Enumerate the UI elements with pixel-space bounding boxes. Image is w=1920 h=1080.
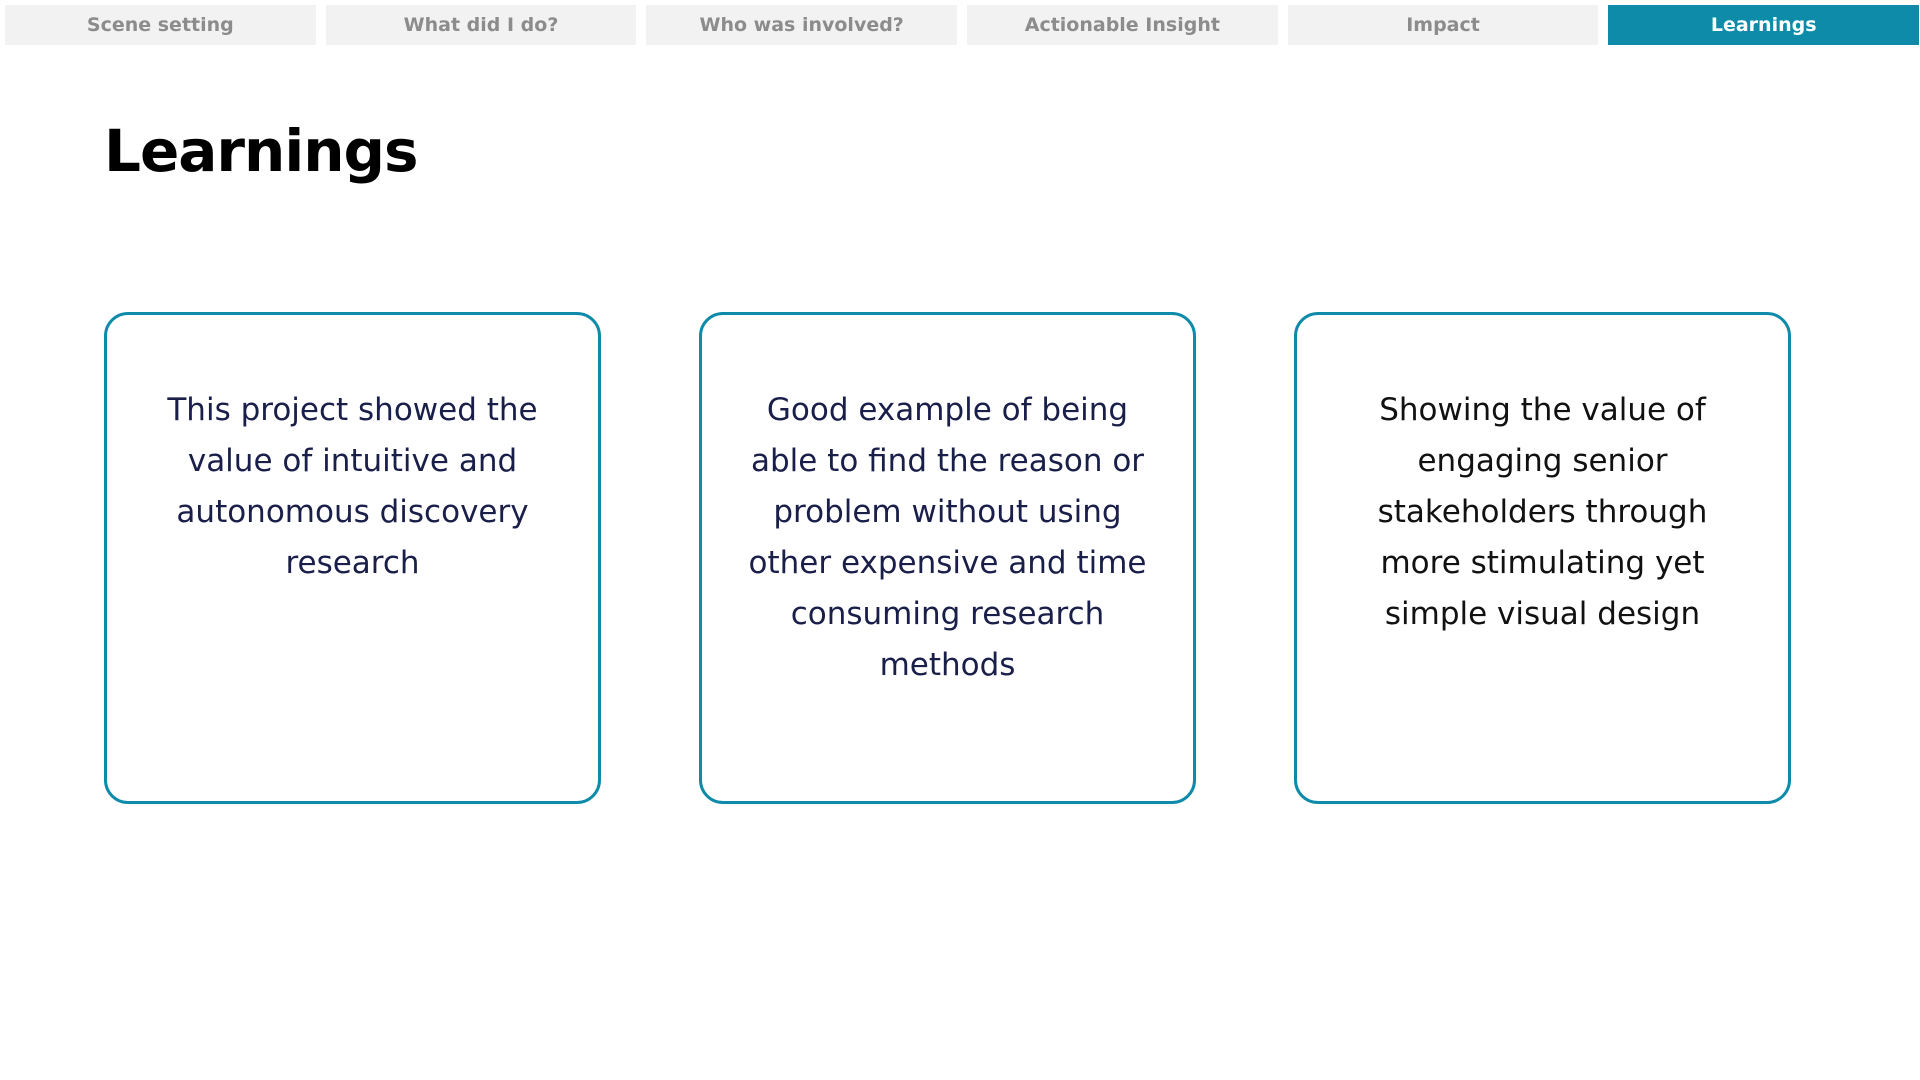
tab-impact[interactable]: Impact bbox=[1288, 5, 1599, 45]
tab-what-did-i-do[interactable]: What did I do? bbox=[326, 5, 637, 45]
learning-card bbox=[699, 312, 1196, 804]
learning-card-text: Showing the value of engaging senior stakeholders through more stimulating yet simple visual design bbox=[1377, 392, 1708, 632]
learning-card bbox=[1294, 312, 1791, 804]
page-title: Learnings bbox=[104, 117, 418, 185]
tab-scene-setting[interactable]: Scene setting bbox=[5, 5, 316, 45]
learning-card-text: Good example of being able to find the reason or problem without using other expensive and time consuming research methods bbox=[748, 392, 1147, 683]
tab-actionable-insight[interactable]: Actionable Insight bbox=[967, 5, 1278, 45]
learning-card bbox=[104, 312, 601, 804]
learning-card-text: This project showed the value of intuitive and autonomous discovery research bbox=[167, 392, 538, 581]
tab-who-was-involved[interactable]: Who was involved? bbox=[646, 5, 957, 45]
section-tabs bbox=[5, 5, 1919, 45]
tab-learnings[interactable]: Learnings bbox=[1608, 5, 1919, 45]
